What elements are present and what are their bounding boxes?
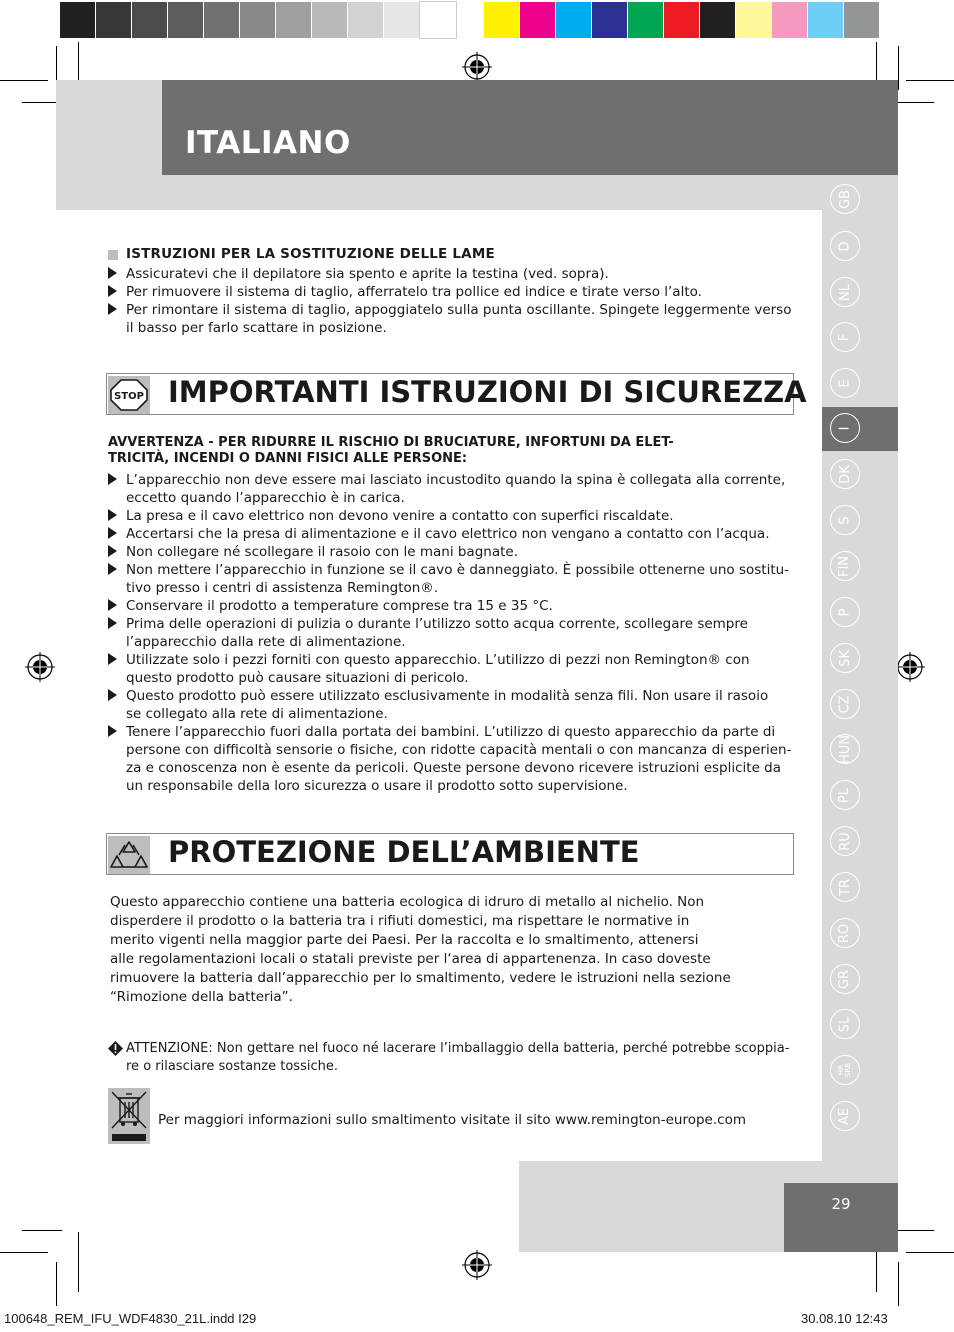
process-swatch (772, 2, 808, 38)
list-item: Non mettere l’apparecchio in funzione se il cavo è danneggiato. È possibile ottenerne uno sostitu- (126, 562, 790, 578)
bullet-arrow-icon (108, 689, 117, 701)
language-tab-ru[interactable]: RU (830, 826, 860, 856)
bullet-arrow-icon (108, 267, 117, 279)
gray-swatch (204, 2, 240, 38)
caution-text: ATTENZIONE: Non gettare nel fuoco né lacerare l’imballaggio della batteria, perché potrebbe scoppia- (126, 1041, 790, 1056)
bullet-arrow-icon (108, 617, 117, 629)
gray-swatch (132, 2, 168, 38)
list-item: Per rimuovere il sistema di taglio, afferratelo tra pollice ed indice e tirate verso l’alto. (126, 284, 702, 300)
list-item-continuation: tivo presso i centri di assistenza Remington®. (126, 580, 439, 596)
gray-swatch (96, 2, 132, 38)
language-tab-pl[interactable]: PL (830, 780, 860, 810)
bullet-arrow-icon (108, 509, 117, 521)
registration-mark-icon (25, 652, 55, 682)
page-number: 29 (831, 1195, 851, 1213)
footer-datetime: 30.08.10 12:43 (801, 1311, 888, 1326)
caution-icon (108, 1041, 123, 1056)
process-swatch (700, 2, 736, 38)
bullet-arrow-icon (108, 599, 117, 611)
crop-mark (56, 1262, 57, 1306)
page-number-box (784, 1183, 898, 1252)
section-marker (108, 250, 118, 260)
blades-heading: ISTRUZIONI PER LA SOSTITUZIONE DELLE LAME (126, 246, 495, 262)
language-tab-s[interactable]: S (830, 505, 860, 535)
bullet-arrow-icon (108, 303, 117, 315)
safety-title: IMPORTANTI ISTRUZIONI DI SICUREZZA (168, 375, 807, 409)
language-tab-i[interactable]: I (830, 413, 860, 443)
process-swatch (484, 2, 520, 38)
environment-paragraph-line: Questo apparecchio contiene una batteria ecologica di idruro di metallo al nichelio. Non (110, 894, 705, 910)
process-swatch (556, 2, 592, 38)
disposal-info: Per maggiori informazioni sullo smaltimento visitate il sito www.remington-europe.com (158, 1112, 746, 1128)
gray-swatch (240, 2, 276, 38)
list-item: Accertarsi che la presa di alimentazione e il cavo elettrico non vengano a contatto con l’acqua. (126, 526, 770, 542)
language-tab-cz[interactable]: CZ (830, 689, 860, 719)
registration-mark-icon (462, 1250, 492, 1280)
language-tab-fin[interactable]: FIN (830, 551, 860, 581)
gray-swatch (348, 2, 384, 38)
gray-swatch (276, 2, 312, 38)
language-tab-e[interactable]: E (830, 368, 860, 398)
bullet-arrow-icon (108, 545, 117, 557)
process-swatch (736, 2, 772, 38)
bullet-arrow-icon (108, 725, 117, 737)
bullet-arrow-icon (108, 653, 117, 665)
language-tab-dk[interactable]: DK (830, 459, 860, 489)
environment-paragraph-line: alle regolamentazioni locali o statali previste per l‘area di appartenenza. In caso doveste (110, 951, 711, 967)
crossed-bin-icon (108, 1088, 150, 1144)
process-swatch (664, 2, 700, 38)
warning-heading: TRICITÀ, INCENDI O DANNI FISICI ALLE PERSONE: (108, 451, 468, 466)
process-swatch (592, 2, 628, 38)
page-title: ITALIANO (185, 125, 351, 161)
language-tab-ro[interactable]: RO (830, 918, 860, 948)
list-item: Prima delle operazioni di pulizia o durante l’utilizzo sotto acqua corrente, scollegare sempre (126, 616, 748, 632)
language-tab-tr[interactable]: TR (830, 872, 860, 902)
language-tab-gr[interactable]: GR (830, 964, 860, 994)
language-tab-sk[interactable]: SK (830, 643, 860, 673)
gray-swatch (168, 2, 204, 38)
list-item-continuation: il basso per farlo scattare in posizione. (126, 320, 387, 336)
list-item-continuation: questo prodotto può causare situazioni di pericolo. (126, 670, 469, 686)
crop-mark (22, 1230, 62, 1231)
gray-swatch (312, 2, 348, 38)
crop-mark (898, 46, 899, 90)
language-tab-ae[interactable]: AE (830, 1101, 860, 1131)
process-color-bar (484, 2, 880, 38)
list-item-continuation: l’apparecchio dalla rete di alimentazione. (126, 634, 406, 650)
list-item-continuation: persone con difficoltà sensorie o fisiche, con ridotte capacità mentali o con mancanza di esperien- (126, 742, 792, 758)
list-item-continuation: se collegato alla rete di alimentazione. (126, 706, 388, 722)
bullet-arrow-icon (108, 473, 117, 485)
language-tab-hr-srb[interactable]: HR SRB (830, 1055, 860, 1085)
language-tab-sl[interactable]: SL (830, 1009, 860, 1039)
list-item: Assicuratevi che il depilatore sia spento e aprite la testina (ved. sopra). (126, 266, 609, 282)
stop-sign-icon (108, 376, 150, 414)
list-item: Utilizzate solo i pezzi forniti con questo apparecchio. L’utilizzo di pezzi non Remington® con (126, 652, 750, 668)
list-item: L’apparecchio non deve essere mai lasciato incustodito quando la spina è collegata alla corrente, (126, 472, 786, 488)
recycle-icon (108, 836, 150, 874)
crop-mark (906, 1252, 954, 1253)
language-tab-gb[interactable]: GB (830, 184, 860, 214)
crop-mark (894, 102, 934, 103)
crop-mark (0, 1252, 48, 1253)
environment-paragraph-line: rimuovere la batteria dall’apparecchio per lo smaltimento, vedere le istruzioni nella sezione (110, 970, 731, 986)
process-swatch (808, 2, 844, 38)
bullet-arrow-icon (108, 563, 117, 575)
environment-paragraph-line: merito vigenti nella maggior parte dei Paesi. Per la raccolta e lo smaltimento, attenersi (110, 932, 699, 948)
warning-heading: AVVERTENZA - PER RIDURRE IL RISCHIO DI BRUCIATURE, INFORTUNI DA ELET- (108, 435, 674, 450)
list-item-continuation: eccetto quando l’apparecchio è in carica. (126, 490, 405, 506)
list-item: Conservare il prodotto a temperature comprese tra 15 e 35 °C. (126, 598, 553, 614)
list-item: Non collegare né scollegare il rasoio con le mani bagnate. (126, 544, 518, 560)
language-tab-d[interactable]: D (830, 231, 860, 261)
gray-swatch (384, 2, 420, 38)
bullet-arrow-icon (108, 285, 117, 297)
language-tab-nl[interactable]: NL (830, 277, 860, 307)
language-tab-p[interactable]: P (830, 597, 860, 627)
crop-mark (894, 1230, 934, 1231)
svg-text:STOP: STOP (114, 391, 144, 402)
footer-filename: 100648_REM_IFU_WDF4830_21L.indd I29 (4, 1311, 257, 1326)
list-item: Per rimontare il sistema di taglio, appoggiatelo sulla punta oscillante. Spingete leggermente verso (126, 302, 792, 318)
grayscale-color-bar (60, 2, 456, 38)
registration-mark-icon (895, 652, 925, 682)
crop-mark (906, 80, 954, 81)
gray-swatch (420, 2, 456, 38)
list-item-continuation: un responsabile della loro sicurezza o usare il prodotto sotto supervisione. (126, 778, 628, 794)
registration-mark-icon (462, 52, 492, 82)
list-item: La presa e il cavo elettrico non devono venire a contatto con superfici riscaldate. (126, 508, 674, 524)
environment-paragraph-line: disperdere il prodotto o la batteria tra i rifiuti domestici, ma rispettare le normative in (110, 913, 690, 929)
process-swatch (628, 2, 664, 38)
crop-mark (898, 1262, 899, 1306)
caution-text: re o rilasciare sostanze tossiche. (126, 1059, 338, 1074)
process-swatch (844, 2, 880, 38)
environment-paragraph-line: “Rimozione della batteria”. (110, 989, 293, 1005)
language-tab-hun[interactable]: HUN (830, 734, 860, 764)
gray-swatch (60, 2, 96, 38)
crop-mark (0, 80, 48, 81)
language-tab-f[interactable]: F (830, 322, 860, 352)
list-item: Tenere l’apparecchio fuori dalla portata dei bambini. L’utilizzo di questo apparecchio da parte di (126, 724, 776, 740)
process-swatch (520, 2, 556, 38)
bullet-arrow-icon (108, 527, 117, 539)
environment-title: PROTEZIONE DELL’AMBIENTE (168, 835, 640, 869)
list-item: Questo prodotto può essere utilizzato esclusivamente in modalità senza fili. Non usare il rasoio (126, 688, 769, 704)
list-item-continuation: za e conoscenza non è esente da pericoli. Queste persone devono ricevere istruzioni esplicite da (126, 760, 782, 776)
crop-mark (78, 1232, 79, 1292)
